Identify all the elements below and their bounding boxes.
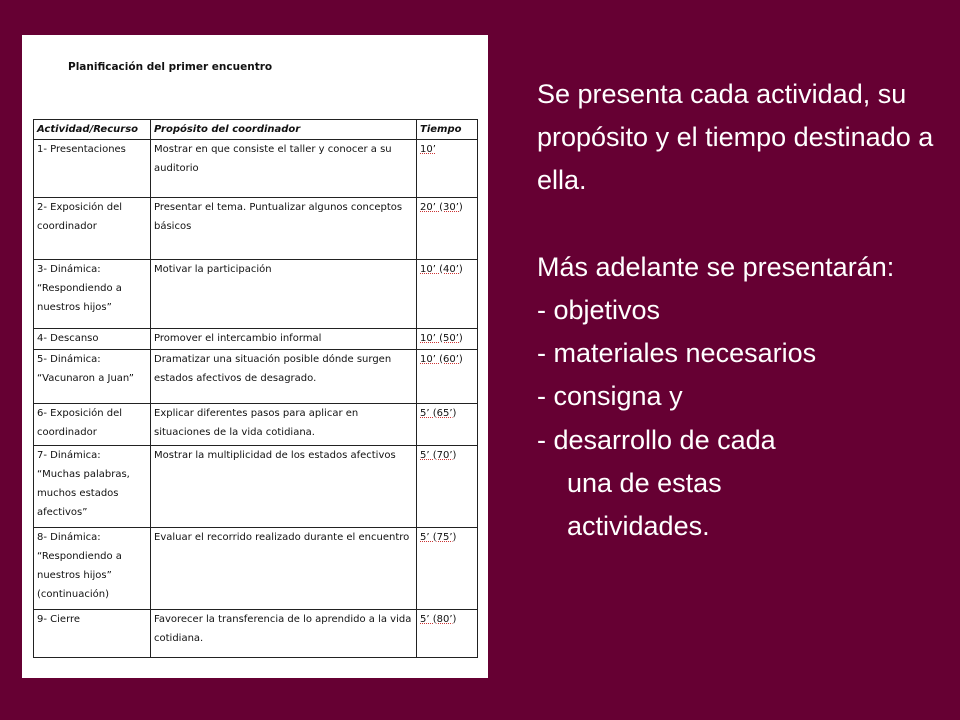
tiempo-value: 10’ bbox=[420, 144, 436, 155]
cell-tiempo bbox=[417, 610, 478, 658]
table-row bbox=[34, 260, 478, 329]
document-title: Planificación del primer encuentro bbox=[68, 61, 273, 73]
intro-paragraph: Se presenta cada actividad, su propósito y el tiempo destinado a ella. bbox=[537, 79, 934, 196]
cell-proposito: Promover el intercambio informal bbox=[151, 329, 417, 350]
cell-tiempo bbox=[417, 528, 478, 610]
list-item: - materiales necesarios bbox=[537, 338, 817, 369]
planning-table bbox=[33, 119, 478, 658]
tiempo-value: 5’ (75’) bbox=[420, 532, 457, 543]
cell-actividad: 9- Cierre bbox=[34, 610, 151, 658]
tiempo-value: 5’ (65’) bbox=[420, 408, 457, 419]
cell-tiempo bbox=[417, 329, 478, 350]
cell-tiempo bbox=[417, 446, 478, 528]
table-row bbox=[34, 350, 478, 404]
list-item: - objetivos bbox=[537, 295, 661, 325]
table-row bbox=[34, 404, 478, 446]
list-continuation: actividades. bbox=[567, 511, 710, 542]
header-tiempo: Tiempo bbox=[417, 120, 478, 140]
cell-proposito: Presentar el tema. Puntualizar algunos conceptos básicos bbox=[151, 198, 417, 260]
header-actividad: Actividad/Recurso bbox=[34, 120, 151, 140]
cell-tiempo bbox=[417, 140, 478, 198]
paragraph-gap bbox=[537, 203, 947, 246]
tiempo-value: 10’ (60’) bbox=[420, 354, 463, 365]
table-row bbox=[34, 329, 478, 350]
cell-tiempo bbox=[417, 198, 478, 260]
list-continuation: una de estas bbox=[567, 467, 722, 498]
cell-proposito: Favorecer la transferencia de lo aprendido a la vida cotidiana. bbox=[151, 610, 417, 658]
cell-actividad: 3- Dinámica: “Respondiendo a nuestros hijos” bbox=[34, 260, 151, 329]
tiempo-value: 10’ (50’) bbox=[420, 333, 463, 344]
cell-tiempo bbox=[417, 260, 478, 329]
cell-actividad: 2- Exposición del coordinador bbox=[34, 198, 151, 260]
cell-proposito: Evaluar el recorrido realizado durante el encuentro bbox=[151, 528, 417, 610]
table-header-row bbox=[34, 120, 478, 140]
document-image bbox=[22, 35, 488, 678]
cell-proposito: Motivar la participación bbox=[151, 260, 417, 329]
table-row bbox=[34, 610, 478, 658]
header-proposito: Propósito del coordinador bbox=[151, 120, 417, 140]
cell-actividad: 4- Descanso bbox=[34, 329, 151, 350]
table-row bbox=[34, 198, 478, 260]
cell-proposito: Mostrar la multiplicidad de los estados afectivos bbox=[151, 446, 417, 528]
list-item: - consigna y bbox=[537, 381, 683, 412]
cell-actividad: 7- Dinámica: “Muchas palabras, muchos estados afectivos” bbox=[34, 446, 151, 528]
cell-actividad: 5- Dinámica: “Vacunaron a Juan” bbox=[34, 350, 151, 404]
list-item: - desarrollo de cada bbox=[537, 424, 776, 455]
cell-actividad: 6- Exposición del coordinador bbox=[34, 404, 151, 446]
tiempo-value: 10’ (40’) bbox=[420, 264, 463, 275]
cell-proposito: Explicar diferentes pasos para aplicar en situaciones de la vida cotidiana. bbox=[151, 404, 417, 446]
cell-proposito: Dramatizar una situación posible dónde surgen estados afectivos de desagrado. bbox=[151, 350, 417, 404]
cell-proposito: Mostrar en que consiste el taller y conocer a su auditorio bbox=[151, 140, 417, 198]
table-row bbox=[34, 446, 478, 528]
cell-tiempo bbox=[417, 350, 478, 404]
table-row bbox=[34, 528, 478, 610]
table-row bbox=[34, 140, 478, 198]
cell-tiempo bbox=[417, 404, 478, 446]
tiempo-value: 5’ (80’) bbox=[420, 614, 457, 625]
lead-text: Más adelante se presentarán: bbox=[537, 251, 895, 282]
tiempo-value: 20’ (30’) bbox=[420, 202, 463, 213]
slide-text bbox=[537, 73, 947, 548]
cell-actividad: 1- Presentaciones bbox=[34, 140, 151, 198]
tiempo-value: 5’ (70’) bbox=[420, 450, 457, 461]
cell-actividad: 8- Dinámica: “Respondiendo a nuestros hijos” (continuación) bbox=[34, 528, 151, 610]
